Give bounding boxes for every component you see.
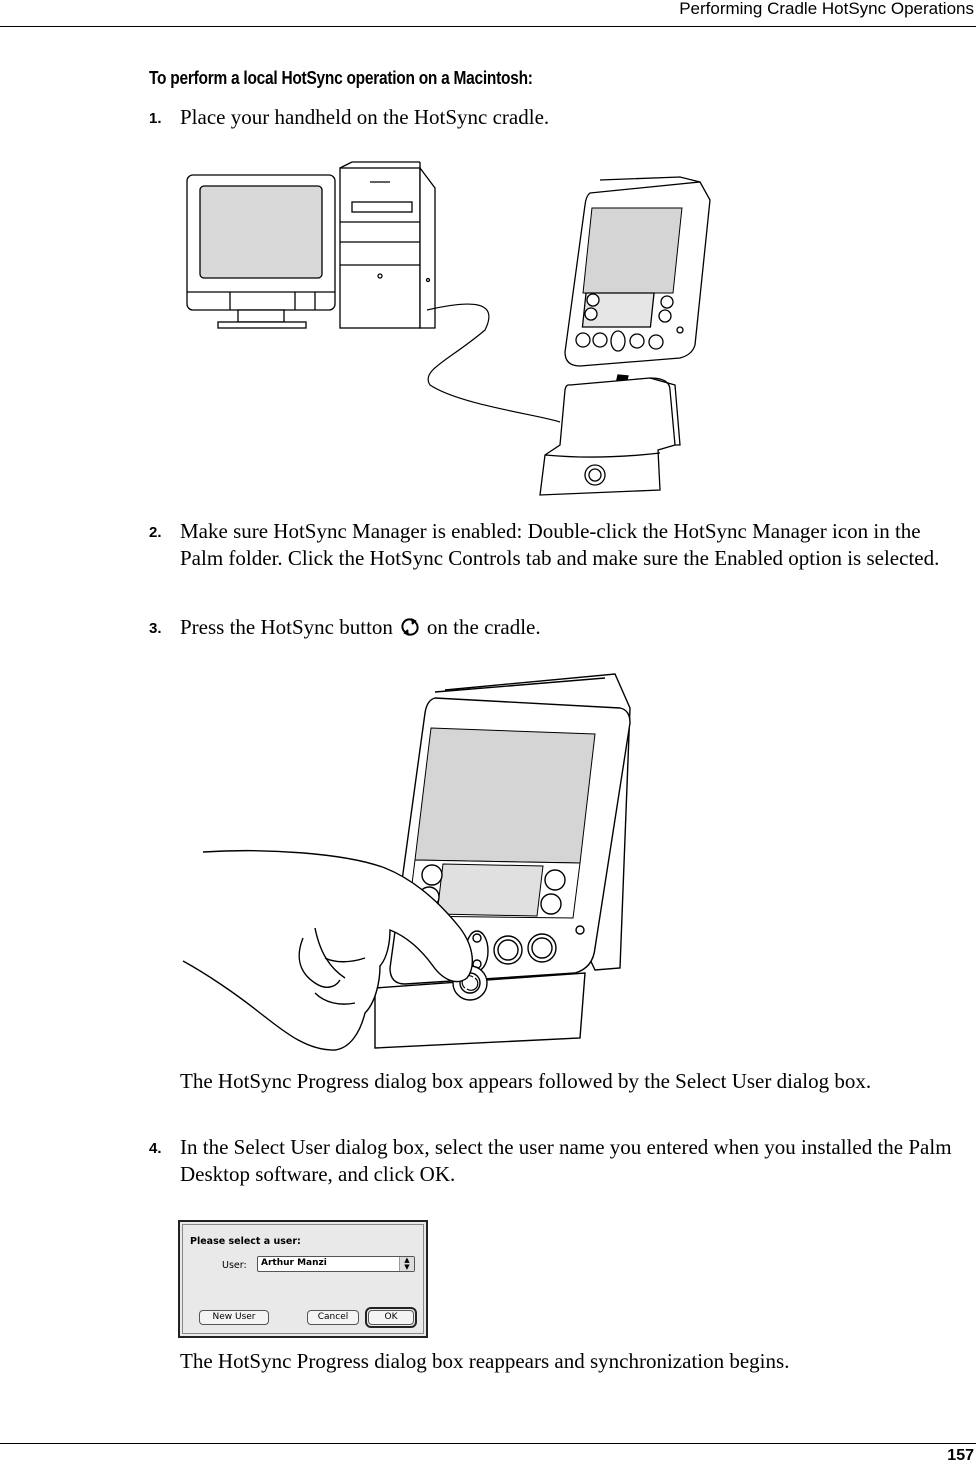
monitor-screen — [200, 186, 322, 278]
step-3 — [149, 614, 959, 641]
new-user-button[interactable]: New User — [199, 1310, 269, 1325]
press-hotsync-illustration — [175, 668, 645, 1058]
monitor-stand — [238, 310, 284, 322]
step-text: Place your handheld on the HotSync cradle. — [180, 105, 550, 129]
step-4 — [149, 1134, 959, 1188]
hotsync-cradle — [540, 378, 680, 495]
page-footer-rule — [0, 1443, 976, 1444]
step-text-after: on the cradle. — [426, 615, 541, 639]
note-after-step-4: The HotSync Progress dialog box reappears and synchronization begins. — [180, 1349, 790, 1373]
step-1 — [149, 104, 959, 131]
step-text — [180, 614, 955, 641]
select-user-dialog — [178, 1220, 428, 1338]
ok-button[interactable]: OK — [368, 1310, 414, 1325]
dialog-prompt: Please select a user: — [190, 1236, 301, 1247]
page-header — [0, 0, 976, 27]
step-text-before: Press the HotSync button — [180, 615, 393, 639]
step-number: 1. — [149, 110, 162, 127]
step-number: 4. — [149, 1140, 162, 1157]
step-number: 2. — [149, 524, 162, 541]
computer-cradle-illustration — [180, 160, 720, 505]
sync-cable — [427, 304, 560, 422]
user-label: User: — [222, 1260, 247, 1271]
updown-arrows-icon: ▲ ▼ — [399, 1257, 414, 1271]
note-after-step-3: The HotSync Progress dialog box appears followed by the Select User dialog box. — [180, 1069, 872, 1093]
cancel-button[interactable]: Cancel — [307, 1310, 359, 1325]
page-number: 157 — [947, 1447, 974, 1464]
step-number: 3. — [149, 620, 162, 637]
handheld-device — [565, 177, 710, 366]
step-text: Make sure HotSync Manager is enabled: Double-click the HotSync Manager icon in the Palm folder. Click the HotSync Controls tab and make sure the Enabled option is selected. — [180, 519, 940, 570]
user-select-value: Arthur Manzi — [261, 1258, 327, 1268]
procedure-heading: To perform a local HotSync operation on a Macintosh: — [149, 68, 533, 88]
computer-tower — [340, 168, 420, 328]
step-text: In the Select User dialog box, select the user name you entered when you installed the Palm Desktop software, and click OK. — [180, 1135, 952, 1186]
running-header-title: Performing Cradle HotSync Operations — [679, 0, 974, 18]
hotsync-icon — [399, 617, 421, 637]
user-select[interactable] — [257, 1256, 415, 1272]
step-2 — [149, 518, 959, 599]
